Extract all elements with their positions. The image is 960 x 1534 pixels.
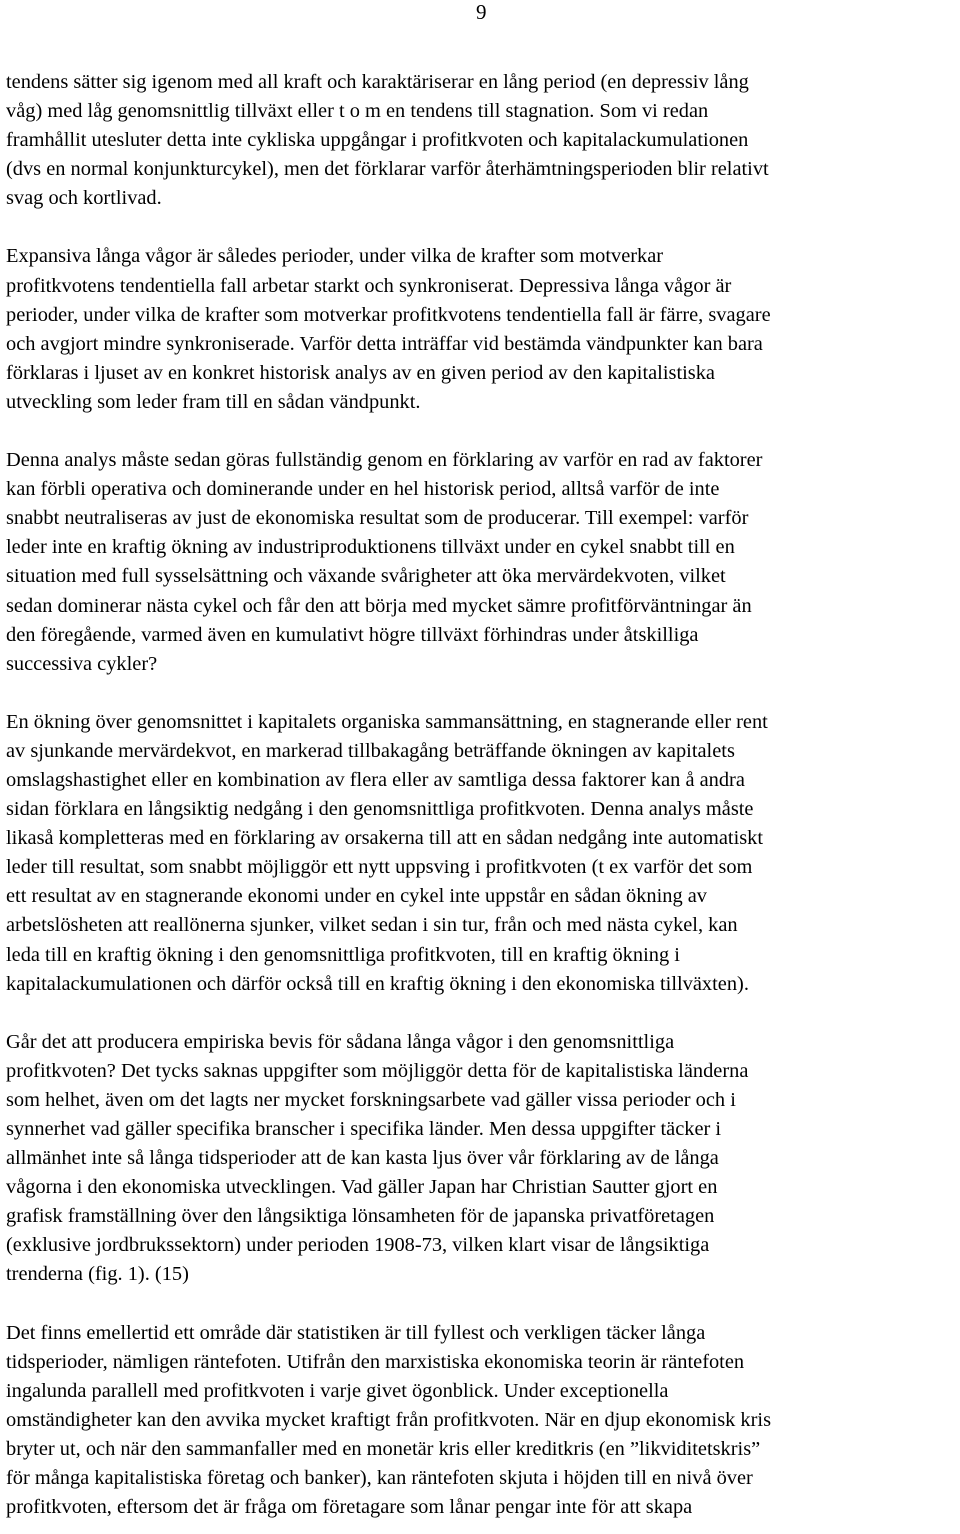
paragraph: En ökning över genomsnittet i kapitalets organiska sammansättning, en stagnerande eller rent av sjunkande mervärdekvot, en markerad tillbakagång beträffande ökningen av kapitalets omslagshastighet eller en kombination av flera eller av samtliga dessa faktorer kan å andra sidan förklara en långsiktig nedgång i den genomsnittliga profitkvoten. Denna analys måste likaså kompletteras med en förklaring av orsakerna till att en sådan nedgång inte automatiskt leder till resultat, som snabbt möjliggör ett nytt uppsving i profitkvoten (t ex varför det som ett resultat av en stagnerande ekonomi under en cykel inte uppstår en sådan ökning av arbetslösheten att reallönerna sjunker, vilket sedan i sin tur, från och med nästa cykel, kan leda till en kraftig ökning i den genomsnittliga profitkvoten, till en kraftig ökning i kapitalackumulationen och därför också till en kraftig ökning i den ekonomiska tillväxten). (6, 710, 768, 995)
page-number: 9 (476, 0, 487, 24)
paragraph: Denna analys måste sedan göras fullständig genom en förklaring av varför en rad av faktorer kan förbli operativa och dominerande under en hel historisk period, alltså varför de inte snabbt neutraliseras av just de ekonomiska resultat som de producerar. Till exempel: varför leder inte en kraftig ökning av industriproduktionens tillväxt under en cykel snabbt till en situation med full sysselsättning och växande svårigheter att öka mervärdekvoten, vilket sedan dominerar nästa cykel och får den att börja med mycket sämre profitförväntningar än den föregående, varmed även en kumulativt högre tillväxt förhindras under åtskilliga successiva cykler? (6, 449, 763, 675)
paragraph: Går det att producera empiriska bevis för sådana långa vågor i den genomsnittliga profitkvoten? Det tycks saknas uppgifter som möjliggör detta för de kapitalistiska länderna som helhet, även om det lagts ner mycket forskningsarbete vad gäller vissa perioder och i synnerhet vad gäller specifika branscher i specifika länder. Men dessa uppgifter täcker i allmänhet inte så långa tidsperioder att de kan kasta ljus över vår förklaring av de långa vågorna i den ekonomiska utvecklingen. Vad gäller Japan har Christian Sautter gjort en grafisk framställning över den långsiktiga lönsamheten för de japanska privatföretagen (exklusive jordbrukssektorn) under perioden 1908-73, vilken klart visar de långsiktiga trenderna (fig. 1). (15) (6, 1030, 749, 1286)
paragraph: tendens sätter sig igenom med all kraft och karaktäriserar en lång period (en depressiv lång våg) med låg genomsnittlig tillväxt eller t o m en tendens till stagnation. Som vi redan framhållit utesluter detta inte cykliska uppgångar i profitkvoten och kapitalackumulationen (dvs en normal konjunkturcykel), men det förklarar varför återhämtningsperioden blir relativt svag och kortlivad. (6, 71, 769, 210)
paragraph: Expansiva långa vågor är således perioder, under vilka de krafter som motverkar profitkvotens tendentiella fall arbetar starkt och synkroniserat. Depressiva långa vågor är perioder, under vilka de krafter som motverkar profitkvotens tendentiella fall är färre, svagare och avgjort mindre synkroniserade. Varför detta inträffar vid bestämda vändpunkter kan bara förklaras i ljuset av en konkret historisk analys av en given period av den kapitalistiska utveckling som leder fram till en sådan vändpunkt. (6, 245, 771, 413)
document-body (6, 68, 956, 1522)
paragraph: Det finns emellertid ett område där statistiken är till fyllest och verkligen täcker långa tidsperioder, nämligen räntefoten. Utifrån den marxistiska ekonomiska teorin är räntefoten ingalunda parallell med profitkvoten i varje givet ögonblick. Under exceptionella omständigheter kan den avvika mycket kraftigt från profitkvoten. När en djup ekonomisk kris bryter ut, och när den sammanfaller med en monetär kris eller kreditkris (en ”likviditetskris” för många kapitalistiska företag och banker), kan räntefoten skjuta i höjden till en nivå över profitkvoten, eftersom det är fråga om företagare som lånar pengar inte för att skapa (6, 1321, 772, 1519)
